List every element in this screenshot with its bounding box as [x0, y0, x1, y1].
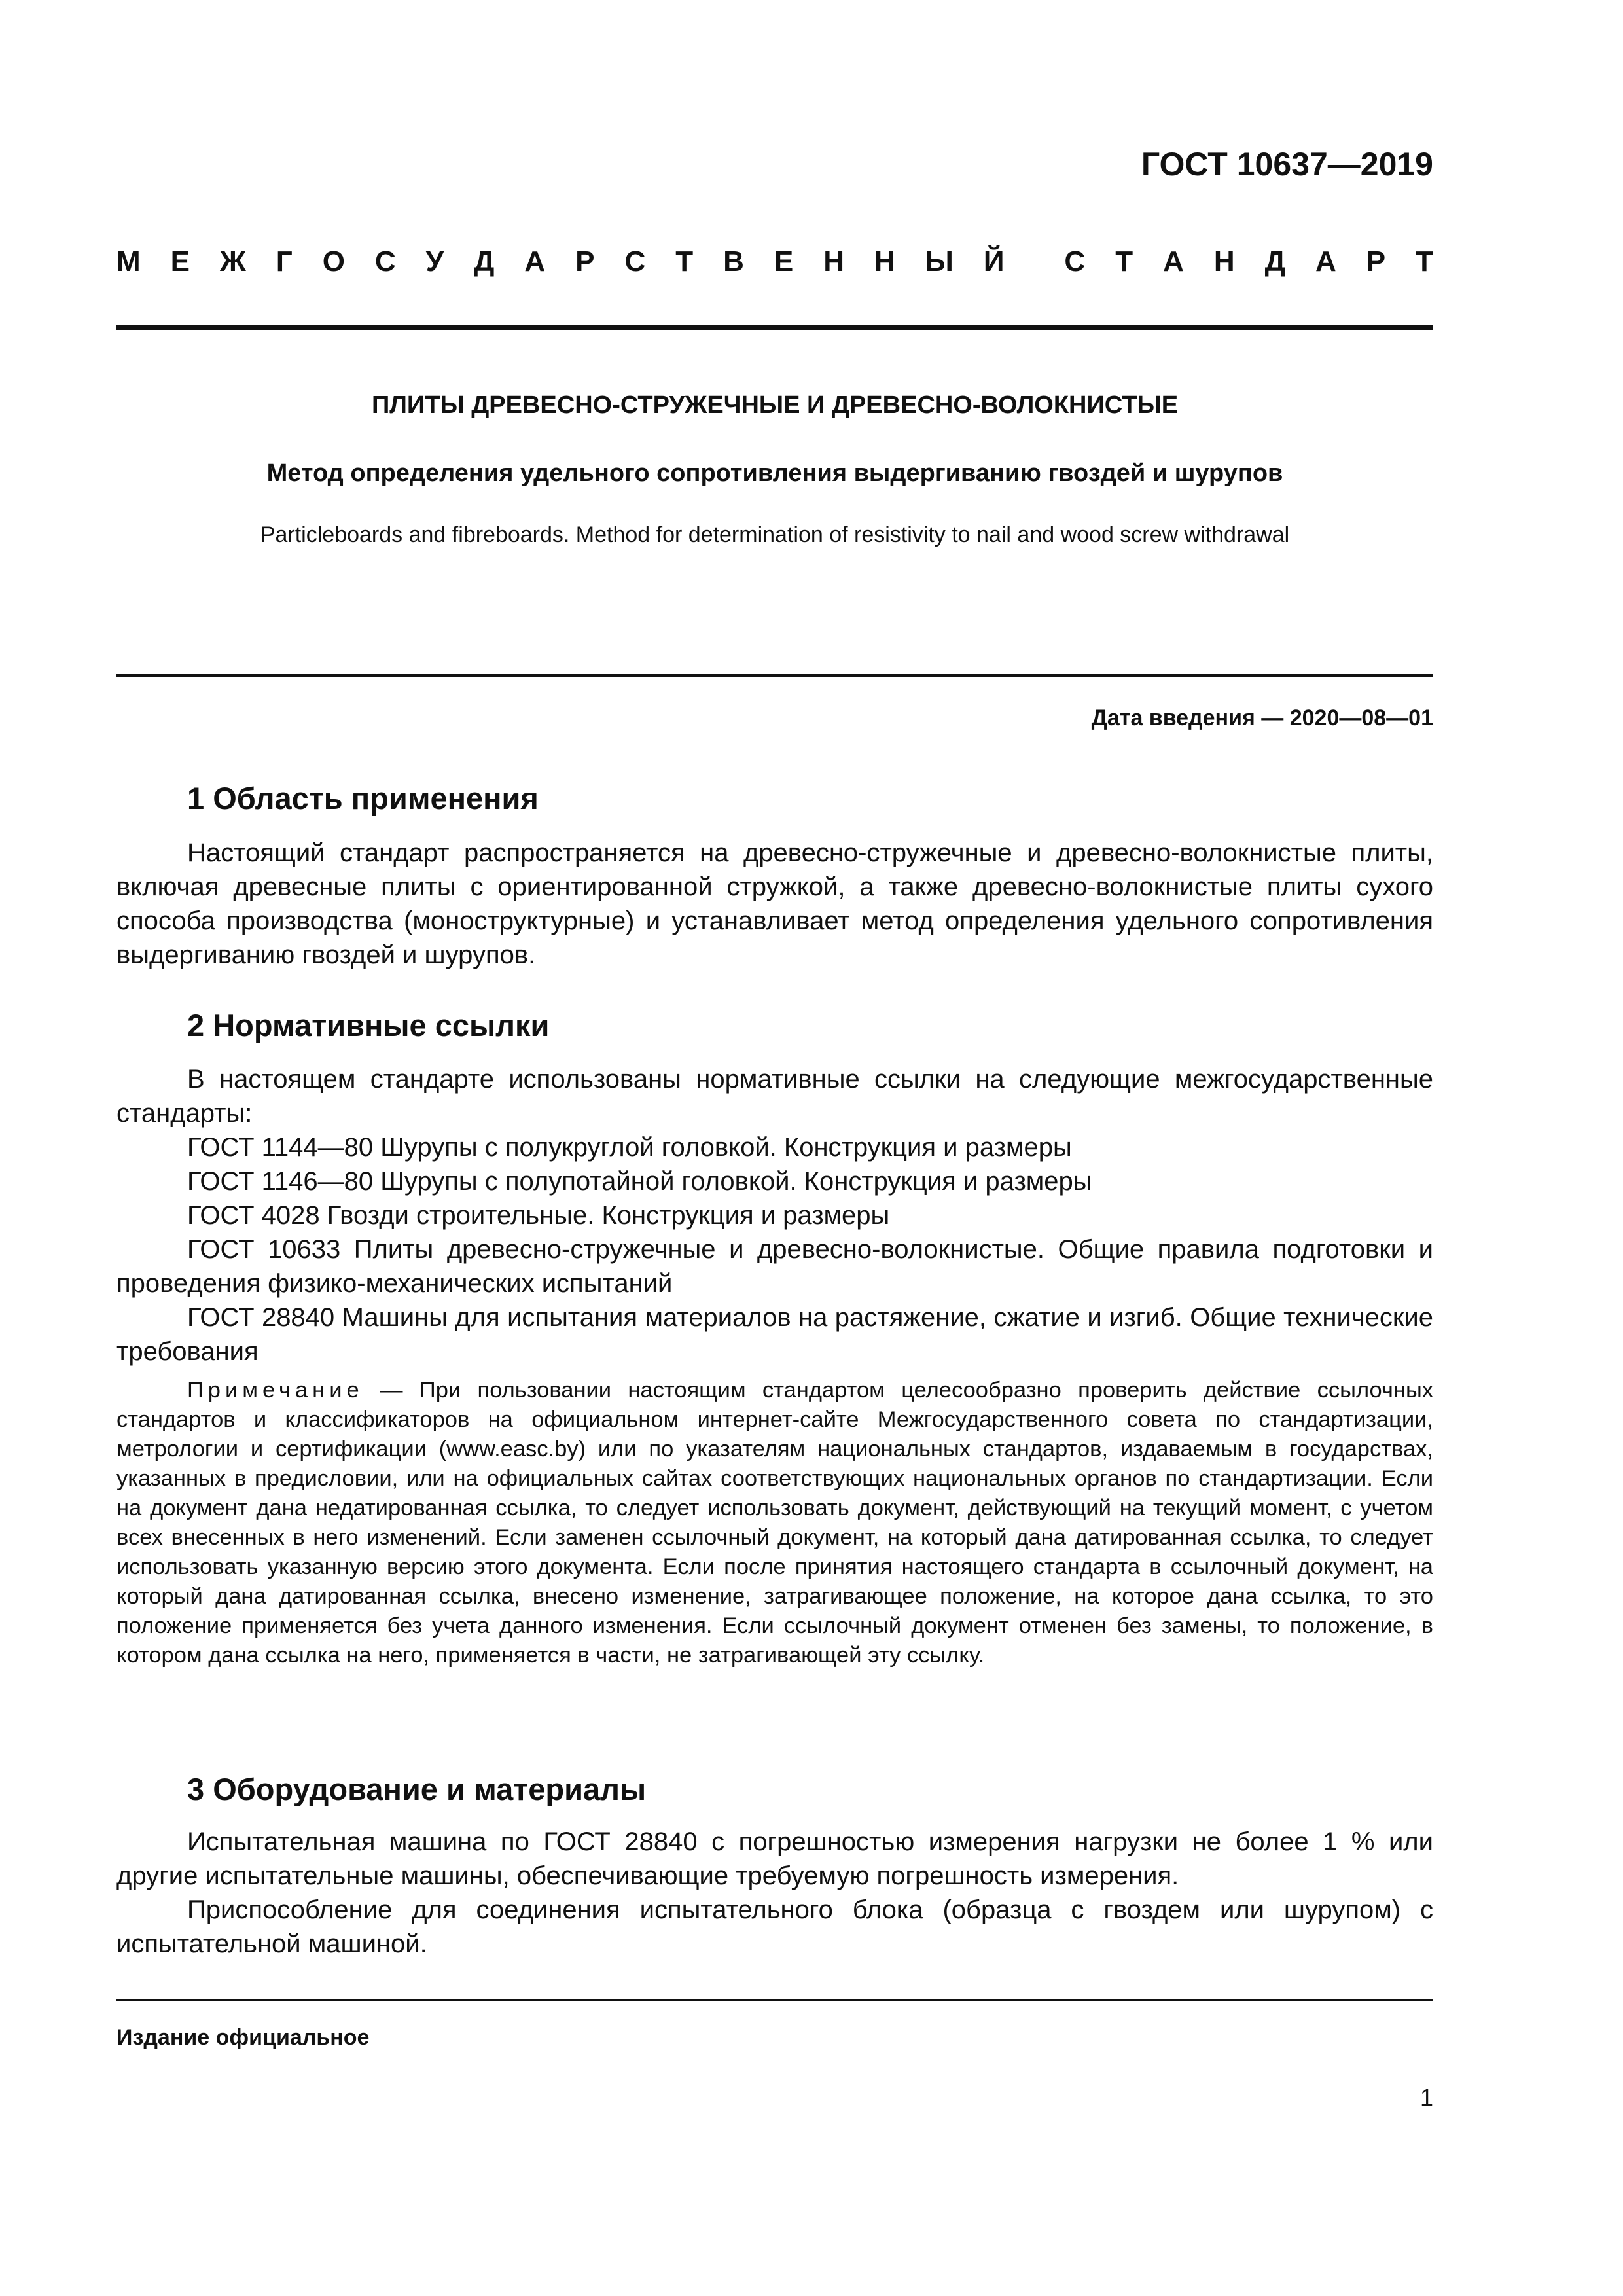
reference-item: ГОСТ 1144—80 Шурупы с полукруглой головкой. Конструкция и размеры	[187, 1133, 1072, 1162]
spaced-letter: Р	[1366, 245, 1386, 278]
note-text: — При пользовании настоящим стандартом целесообразно проверить действие ссылочных стандартов и классификаторов на официальном интернет-сайте Межгосударственного совета по стандартизации, метрологии и сертификации (www.easc.by) или по указателям национальных стандартов, издаваемым в государствах, указанных в предисловии, или на официальных сайтах соответствующих национальных органов по стандартизации. Если на документ дана недатированная ссылка, то следует использовать документ, действующий на текущий момент, с учетом всех внесенных в него изменений. Если заменен ссылочный документ, на который дана датированная ссылка, то следует использовать указанную версию этого документа. Если после принятия настоящего стандарта в ссылочный документ, на который дана датированная ссылка, внесено изменение, затрагивающее положение, на которое дана ссылка, то это положение применяется без учета данного изменения. Если ссылочный документ отменен без замены, то положение, в котором дана ссылка на него, применяется в части, не затрагивающей эту ссылку.	[116, 1378, 1433, 1668]
spaced-letter: М	[116, 245, 141, 278]
english-title: Particleboards and fibreboards. Method for determination of resistivity to nail and wood screw withdrawal	[260, 522, 1290, 547]
standard-number: ГОСТ 10637—2019	[1141, 146, 1433, 183]
spaced-letter: Д	[474, 245, 495, 278]
reference-item: ГОСТ 28840 Машины для испытания материалов на растяжение, сжатие и изгиб. Общие технические требования	[116, 1303, 1433, 1366]
reference-item: ГОСТ 10633 Плиты древесно-стружечные и древесно-волокнистые. Общие правила подготовки и проведения физико-механических испытаний	[116, 1235, 1433, 1298]
spaced-letter: В	[723, 245, 744, 278]
spaced-letter: А	[524, 245, 546, 278]
section-1-body	[116, 836, 1433, 972]
spaced-letter: А	[1315, 245, 1336, 278]
title-rule	[116, 674, 1433, 677]
spaced-letter: Т	[675, 245, 694, 278]
spaced-letter: Г	[276, 245, 293, 278]
interstate-standard-heading	[116, 245, 1433, 278]
spaced-letter: Д	[1264, 245, 1285, 278]
section-2-body	[116, 1062, 1433, 1369]
note-block	[116, 1376, 1433, 1670]
section-3-heading: 3 Оборудование и материалы	[187, 1772, 647, 1806]
spaced-letter: Е	[170, 245, 190, 278]
section-2-heading: 2 Нормативные ссылки	[187, 1008, 550, 1043]
spaced-letter: Ы	[925, 245, 954, 278]
spaced-letter: Т	[1416, 245, 1433, 278]
official-edition-label: Издание официальное	[116, 2025, 370, 2050]
paragraph: Испытательная машина по ГОСТ 28840 с погрешностью измерения нагрузки не более 1 % или другие испытательные машины, обеспечивающие требуемую погрешность измерения.	[116, 1827, 1433, 1890]
reference-item: ГОСТ 4028 Гвозди строительные. Конструкция и размеры	[187, 1201, 890, 1230]
spaced-letter: Н	[823, 245, 845, 278]
spaced-letter: Н	[874, 245, 895, 278]
footer-rule	[116, 1999, 1433, 2001]
spaced-letter: О	[322, 245, 345, 278]
spaced-letter: С	[374, 245, 396, 278]
introduction-date: Дата введения — 2020—08—01	[1091, 706, 1433, 730]
section-3-body	[116, 1825, 1433, 1961]
document-title: ПЛИТЫ ДРЕВЕСНО-СТРУЖЕЧНЫЕ И ДРЕВЕСНО-ВОЛОКНИСТЫЕ	[371, 391, 1179, 419]
paragraph: Настоящий стандарт распространяется на древесно-стружечные и древесно-волокнистые плиты, включая древесные плиты с ориентированной стружкой, а также древесно-волокнистые плиты сухого способа производства (моноструктурные) и устанавливает метод определения удельного сопротивления выдергиванию гвоздей и шурупов.	[116, 838, 1433, 969]
spaced-letter: Р	[575, 245, 595, 278]
reference-item: ГОСТ 1146—80 Шурупы с полупотайной головкой. Конструкция и размеры	[187, 1167, 1092, 1196]
spaced-letter: Ж	[219, 245, 246, 278]
section-1-heading: 1 Область применения	[187, 781, 539, 816]
note-label: Примечание	[187, 1378, 364, 1403]
spaced-letter: Т	[1115, 245, 1133, 278]
header-rule	[116, 325, 1433, 330]
spaced-letter: С	[1064, 245, 1086, 278]
spaced-letter: Н	[1213, 245, 1235, 278]
spaced-letter: У	[425, 245, 444, 278]
paragraph: Приспособление для соединения испытательного блока (образца с гвоздем или шурупом) с испытательной машиной.	[116, 1895, 1433, 1958]
spaced-letter: Й	[983, 245, 1005, 278]
spaced-letter: С	[624, 245, 646, 278]
spaced-letter: Е	[774, 245, 794, 278]
document-subtitle: Метод определения удельного сопротивления выдергиванию гвоздей и шурупов	[266, 459, 1283, 487]
note-paragraph	[116, 1376, 1433, 1670]
spaced-letter: А	[1163, 245, 1184, 278]
page-number: 1	[1419, 2084, 1433, 2111]
paragraph: В настоящем стандарте использованы нормативные ссылки на следующие межгосударственные стандарты:	[116, 1065, 1433, 1128]
